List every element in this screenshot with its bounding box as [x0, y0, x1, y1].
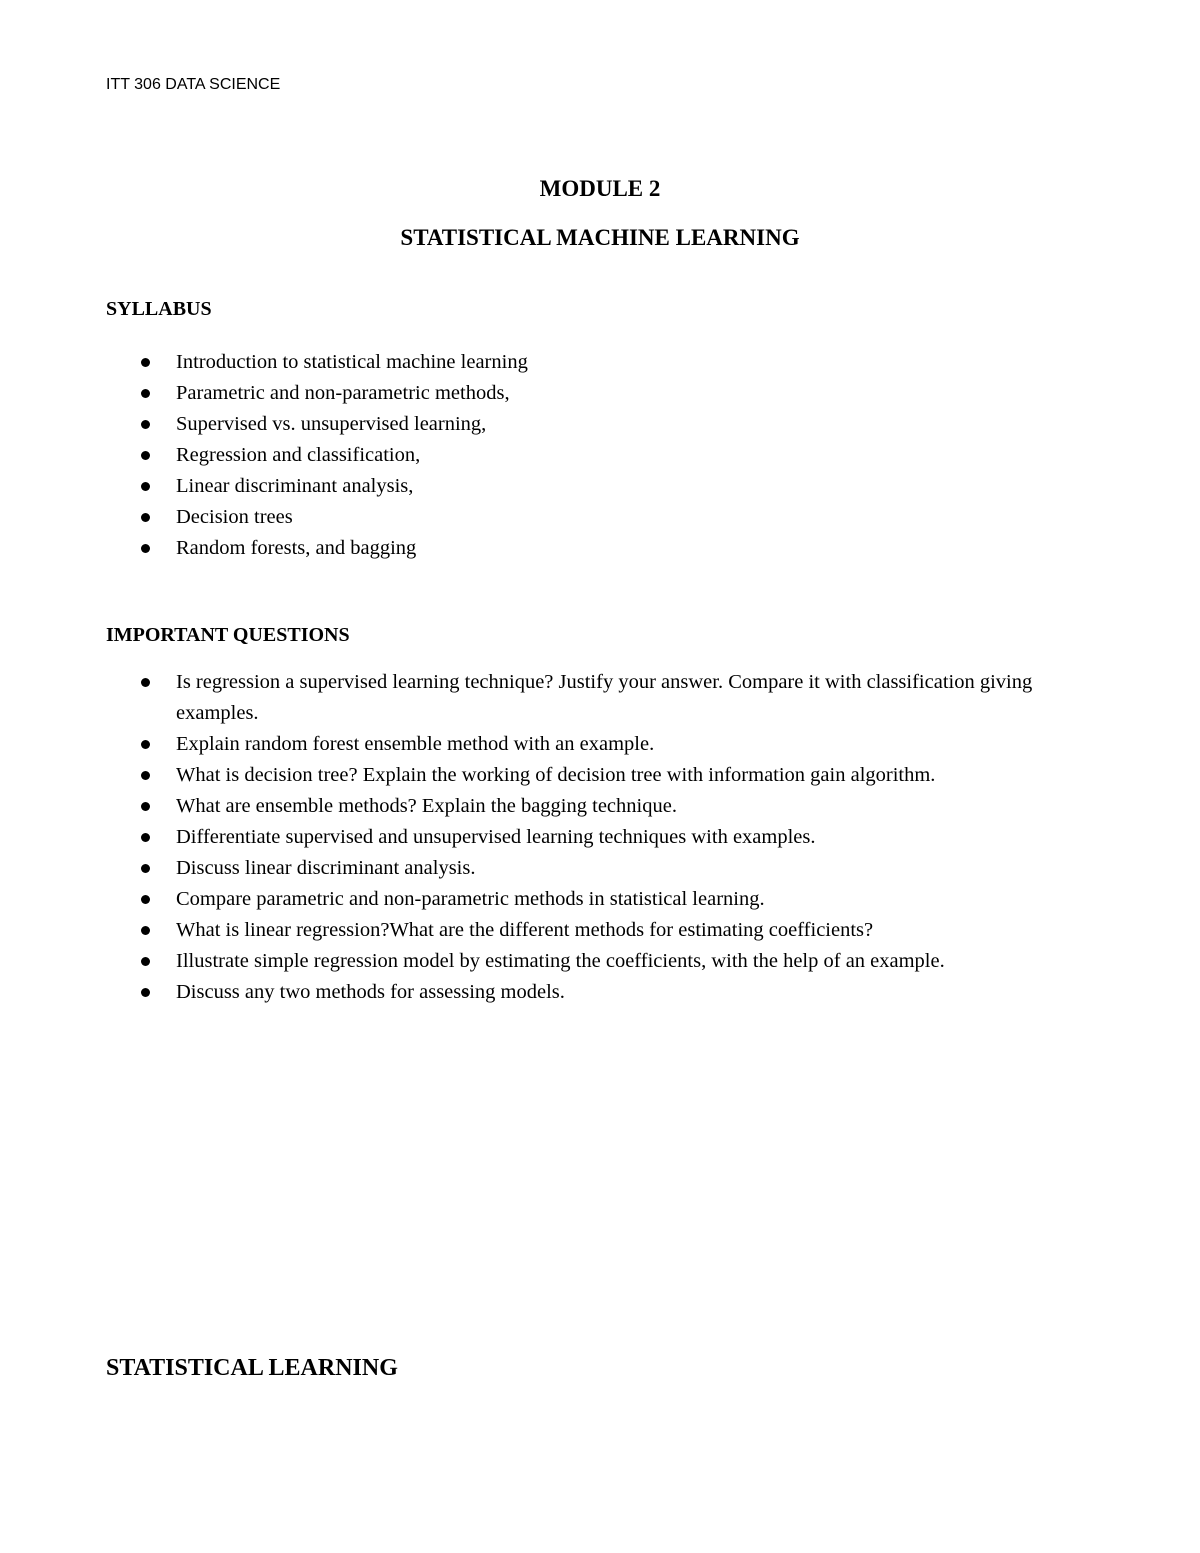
syllabus-list: [0, 347, 1116, 564]
question-item: [0, 977, 1116, 1008]
syllabus-item-text: Random forests, and bagging: [176, 537, 417, 559]
bullet-icon: [141, 740, 150, 749]
question-item: [0, 853, 1116, 884]
bullet-icon: [141, 389, 150, 398]
syllabus-item-text: Parametric and non-parametric methods,: [176, 382, 510, 404]
question-item-text: Illustrate simple regression model by estimating the coefficients, with the help of an example.: [176, 950, 945, 972]
bullet-icon: [141, 451, 150, 460]
question-item: [0, 791, 1116, 822]
syllabus-item: [0, 409, 1116, 440]
module-title: MODULE 2: [539, 176, 661, 201]
question-item-text: What are ensemble methods? Explain the bagging technique.: [176, 795, 677, 817]
bullet-icon: [141, 420, 150, 429]
syllabus-item-text: Introduction to statistical machine learning: [176, 351, 528, 373]
questions-heading: IMPORTANT QUESTIONS: [106, 624, 350, 646]
question-item: [0, 915, 1116, 946]
question-item-text: Compare parametric and non-parametric methods in statistical learning.: [176, 888, 765, 910]
question-item-text: What is decision tree? Explain the working of decision tree with information gain algorithm.: [176, 764, 936, 786]
question-item: [0, 667, 1116, 729]
syllabus-item: [0, 502, 1116, 533]
question-item-text: Is regression a supervised learning technique? Justify your answer. Compare it with classification giving examples.: [176, 671, 1033, 724]
syllabus-item: [0, 471, 1116, 502]
bullet-icon: [141, 833, 150, 842]
question-item: [0, 760, 1116, 791]
question-item: [0, 729, 1116, 760]
question-item-text: Differentiate supervised and unsupervised learning techniques with examples.: [176, 826, 816, 848]
bullet-icon: [141, 926, 150, 935]
bullet-icon: [141, 482, 150, 491]
syllabus-item-text: Linear discriminant analysis,: [176, 475, 414, 497]
question-item-text: Explain random forest ensemble method with an example.: [176, 733, 655, 755]
syllabus-item-text: Decision trees: [176, 506, 293, 528]
question-item: [0, 822, 1116, 853]
question-item-text: What is linear regression?What are the different methods for estimating coefficients?: [176, 919, 874, 941]
bullet-icon: [141, 358, 150, 367]
statistical-learning-heading: STATISTICAL LEARNING: [106, 1355, 398, 1381]
bullet-icon: [141, 895, 150, 904]
question-item: [0, 884, 1116, 915]
bullet-icon: [141, 864, 150, 873]
syllabus-heading: SYLLABUS: [106, 298, 212, 320]
bullet-icon: [141, 988, 150, 997]
bullet-icon: [141, 678, 150, 687]
bullet-icon: [141, 771, 150, 780]
question-item-text: Discuss linear discriminant analysis.: [176, 857, 476, 879]
syllabus-item: [0, 440, 1116, 471]
syllabus-item: [0, 347, 1116, 378]
subject-title: STATISTICAL MACHINE LEARNING: [400, 225, 800, 250]
bullet-icon: [141, 802, 150, 811]
questions-list: [0, 667, 1116, 1008]
syllabus-item-text: Regression and classification,: [176, 444, 421, 466]
bullet-icon: [141, 513, 150, 522]
question-item-text: Discuss any two methods for assessing models.: [176, 981, 565, 1003]
syllabus-item: [0, 533, 1116, 564]
question-item: [0, 946, 1116, 977]
syllabus-item: [0, 378, 1116, 409]
bullet-icon: [141, 544, 150, 553]
page-header: ITT 306 DATA SCIENCE: [106, 76, 281, 93]
syllabus-item-text: Supervised vs. unsupervised learning,: [176, 413, 487, 435]
bullet-icon: [141, 957, 150, 966]
